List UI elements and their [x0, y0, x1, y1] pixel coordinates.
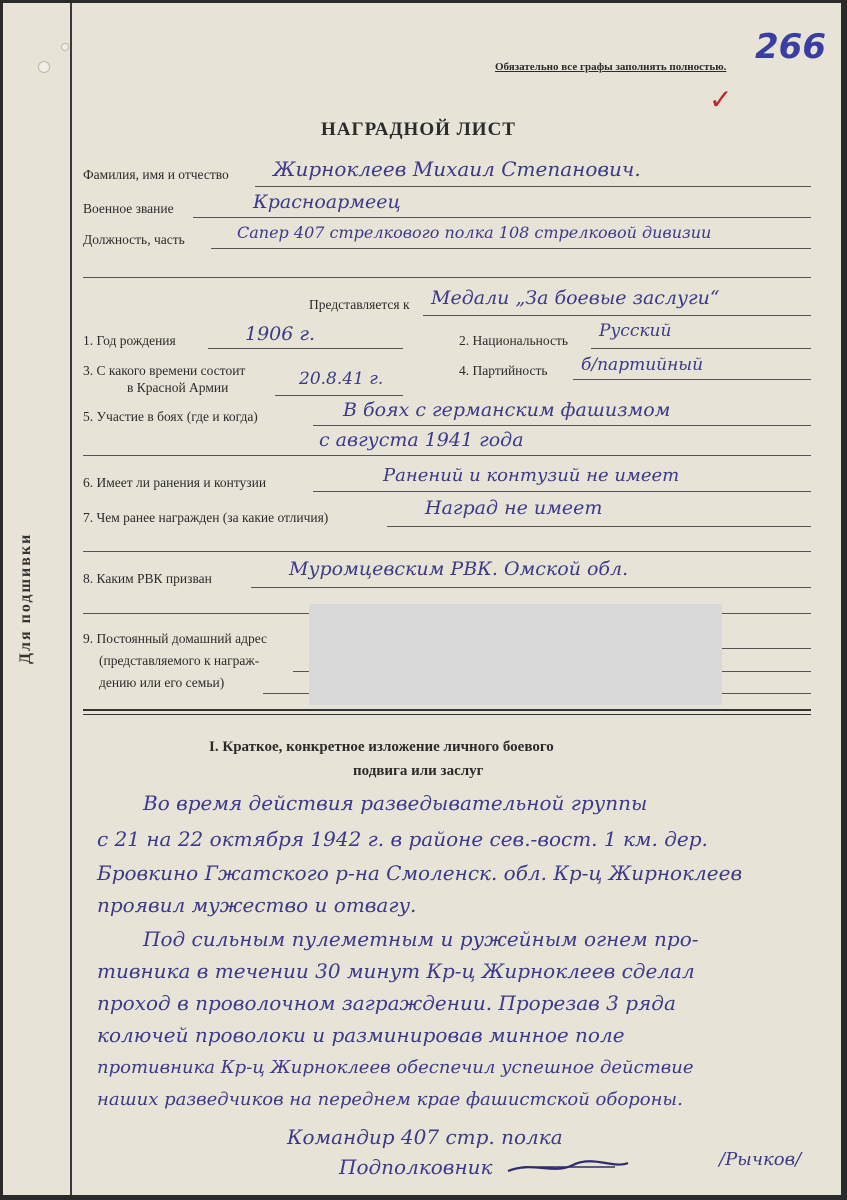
feat-line: тивника в течении 30 минут Кр-ц Жирноклеев сделал — [97, 959, 695, 983]
commander-rank: Подполковник — [339, 1155, 493, 1179]
birth-label: 1. Год рождения — [83, 333, 176, 348]
awards-label: 7. Чем ранее награжден (за какие отличия) — [83, 510, 329, 525]
document-title: НАГРАДНОЙ ЛИСТ — [321, 119, 516, 140]
wounds-value: Ранений и контузий не имеет — [383, 465, 680, 486]
birth-value: 1906 г. — [245, 323, 316, 345]
battles-value: В боях с германским фашизмом — [343, 399, 671, 421]
check-mark-icon: ✓ — [709, 83, 733, 116]
wounds-label: 6. Имеет ли ранения и контузии — [83, 475, 267, 490]
rvk-value: Муромцевским РВК. Омской обл. — [289, 558, 629, 580]
feat-line: проход в проволочном заграждении. Прорезав 3 ряда — [97, 991, 676, 1015]
punch-hole — [61, 43, 69, 51]
signature-scribble — [503, 1153, 633, 1183]
feat-line: с 21 на 22 октября 1942 г. в районе сев.-вост. 1 км. дер. — [97, 827, 708, 851]
notice-text: Обязательно все графы заполнять полностью. — [495, 61, 727, 73]
feat-line: Под сильным пулеметным и ружейным огнем про- — [143, 927, 699, 951]
post-value: Сапер 407 стрелкового полка 108 стрелковой дивизии — [237, 223, 712, 242]
nationality-label: 2. Национальность — [459, 333, 569, 348]
feat-line: противника Кр-ц Жирноклеев обеспечил успешное действие — [97, 1057, 694, 1078]
fio-value: Жирноклеев Михаил Степанович. — [273, 157, 641, 181]
section-title-2: подвига или заслуг — [353, 763, 484, 779]
rvk-label: 8. Каким РВК призван — [83, 571, 212, 586]
rank-label: Военное звание — [83, 201, 174, 216]
feat-line: Во время действия разведывательной группы — [143, 791, 648, 815]
party-value: б/партийный — [581, 355, 704, 375]
feat-line: Бровкино Гжатского р-на Смоленск. обл. Кр-ц Жирноклеев — [97, 861, 743, 885]
commander-title: Командир 407 стр. полка — [287, 1125, 563, 1149]
punch-hole — [38, 61, 50, 73]
nominated-label: Представляется к — [309, 297, 410, 312]
binding-margin-text: Для подшивки — [17, 532, 34, 664]
address-label: 9. Постоянный домашний адрес — [83, 631, 268, 646]
award-sheet — [3, 3, 841, 1195]
nominated-value: Медали „За боевые заслуги“ — [431, 287, 720, 309]
party-label: 4. Партийность — [459, 363, 548, 378]
address-label-3: дению или его семьи) — [99, 675, 225, 690]
post-label: Должность, часть — [83, 232, 185, 247]
army-since-value: 20.8.41 г. — [299, 369, 384, 389]
nationality-value: Русский — [599, 321, 672, 341]
rank-value: Красноармеец — [253, 191, 401, 213]
address-label-2: (представляемого к награж- — [99, 653, 260, 668]
feat-line: колючей проволоки и разминировав минное поле — [97, 1023, 625, 1047]
awards-value: Наград не имеет — [425, 497, 603, 519]
fio-label: Фамилия, имя и отчество — [83, 167, 229, 182]
feat-line: проявил мужество и отвагу. — [97, 893, 417, 917]
section-title: I. Краткое, конкретное изложение личного боевого — [209, 739, 554, 755]
commander-name: /Рычков/ — [719, 1149, 802, 1170]
battles-label: 5. Участие в боях (где и когда) — [83, 409, 258, 424]
archive-number-stamp: 266 — [755, 27, 826, 67]
army-since-label: 3. С какого времени состоит — [83, 363, 246, 378]
battles-value-2: с августа 1941 года — [319, 429, 524, 451]
army-since-label-2: в Красной Армии — [127, 380, 229, 395]
redacted-address-block — [309, 604, 722, 705]
feat-line: наших разведчиков на переднем крае фашистской обороны. — [97, 1089, 683, 1110]
